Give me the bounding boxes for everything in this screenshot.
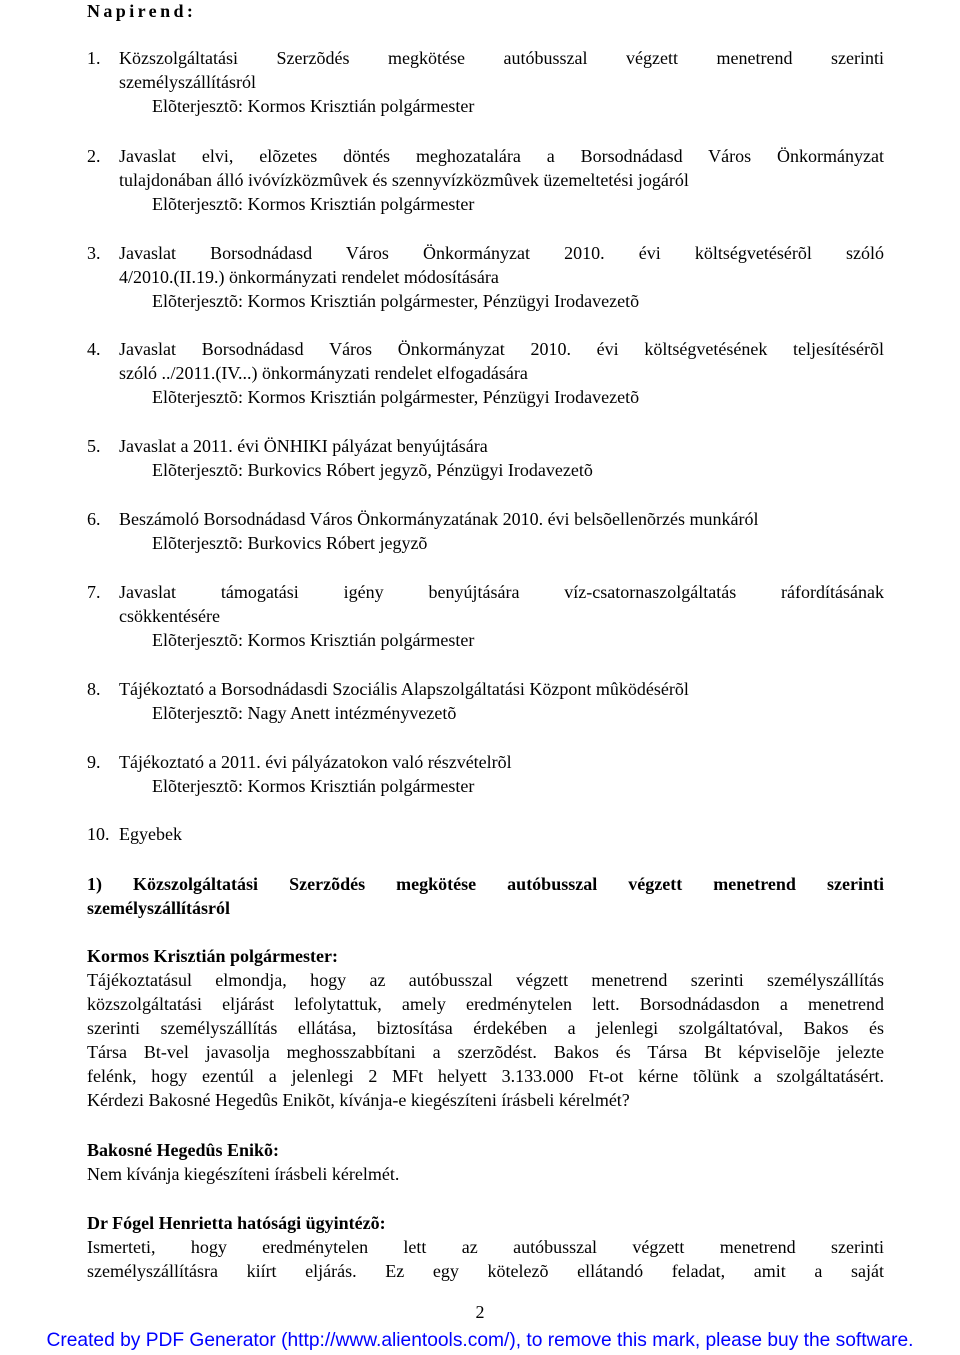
agenda-item-number: 2. — [87, 146, 101, 166]
agenda-item-number: 3. — [87, 243, 101, 263]
agenda-item-number: 5. — [87, 436, 101, 456]
agenda-item-title-cont: csökkentésére — [119, 606, 220, 626]
agenda-item-presenter: Elõterjesztõ: Nagy Anett intézményvezetõ — [152, 703, 457, 723]
section-heading: 1) Közszolgáltatási Szerzõdés megkötése autóbusszal végzett menetrend szerinti — [87, 874, 884, 894]
agenda-item-title-cont: szóló ../2011.(IV...) önkormányzati rendelet elfogadására — [119, 363, 528, 383]
agenda-item-number: 6. — [87, 509, 101, 529]
agenda-item-presenter: Elõterjesztõ: Burkovics Róbert jegyzõ — [152, 533, 428, 553]
agenda-item-number: 9. — [87, 752, 101, 772]
agenda-heading: Napirend: — [87, 1, 197, 21]
agenda-item-presenter: Elõterjesztõ: Kormos Krisztián polgármester — [152, 96, 475, 116]
paragraph-line: személyszállításra kiírt eljárás. Ez egy kötelezõ ellátandó feladat, amit a saját — [87, 1261, 884, 1281]
agenda-item-presenter: Elõterjesztõ: Kormos Krisztián polgármester, Pénzügyi Irodavezetõ — [152, 387, 640, 407]
paragraph-line: Kérdezi Bakosné Hegedûs Enikõt, kívánja-e kiegészíteni írásbeli kérelmét? — [87, 1090, 630, 1110]
paragraph-line: Tájékoztatásul elmondja, hogy az autóbusszal végzett menetrend szerinti személyszállítás — [87, 970, 884, 990]
agenda-item-title: Javaslat a 2011. évi ÖNHIKI pályázat benyújtására — [119, 436, 488, 456]
paragraph-line: közszolgáltatási eljárást lefolytattuk, amely eredménytelen lett. Borsodnádasdon a menetrend — [87, 994, 884, 1014]
paragraph-line: Ismerteti, hogy eredménytelen lett az autóbusszal végzett menetrend szerinti — [87, 1237, 884, 1257]
agenda-item-title: Javaslat elvi, elõzetes döntés meghozatalára a Borsodnádasd Város Önkormányzat — [119, 146, 884, 166]
agenda-item-title: Javaslat támogatási igény benyújtására víz-csatornaszolgáltatás ráfordításának — [119, 582, 884, 602]
agenda-item-presenter: Elõterjesztõ: Kormos Krisztián polgármester — [152, 776, 475, 796]
agenda-item-title-cont: 4/2010.(II.19.) önkormányzati rendelet módosítására — [119, 267, 499, 287]
agenda-item-number: 4. — [87, 339, 101, 359]
agenda-item-number: 1. — [87, 48, 101, 68]
agenda-item-presenter: Elõterjesztõ: Kormos Krisztián polgármester, Pénzügyi Irodavezetõ — [152, 291, 640, 311]
watermark-footer: Created by PDF Generator (http://www.alientools.com/), to remove this mark, please buy the software. — [46, 1330, 914, 1351]
agenda-item-presenter: Elõterjesztõ: Kormos Krisztián polgármester — [152, 630, 475, 650]
speaker-name: Kormos Krisztián polgármester: — [87, 946, 338, 966]
page-number: 2 — [475, 1302, 485, 1322]
agenda-item-title: Javaslat Borsodnádasd Város Önkormányzat 2010. évi költségvetésének teljesítésérõl — [119, 339, 884, 359]
agenda-item-number: 10. — [87, 824, 110, 844]
paragraph-line: Nem kívánja kiegészíteni írásbeli kérelmét. — [87, 1164, 400, 1184]
speaker-name: Dr Fógel Henrietta hatósági ügyintézõ: — [87, 1213, 386, 1233]
agenda-item-number: 7. — [87, 582, 101, 602]
agenda-item-title: Javaslat Borsodnádasd Város Önkormányzat 2010. évi költségvetésérõl szóló — [119, 243, 884, 263]
paragraph-line: Társa Bt-vel javasolja meghosszabbítani a szerzõdést. Bakos és Társa Bt képviselõje jelezte — [87, 1042, 884, 1062]
agenda-item-number: 8. — [87, 679, 101, 699]
agenda-item-title: Beszámoló Borsodnádasd Város Önkormányzatának 2010. évi belsõellenõrzés munkáról — [119, 509, 759, 529]
paragraph-line: felénk, hogy ezentúl a jelenlegi 2 MFt helyett 3.133.000 Ft-ot kérne tõlünk a szolgáltatásért. — [87, 1066, 884, 1086]
agenda-item-title: Tájékoztató a Borsodnádasdi Szociális Alapszolgáltatási Központ mûködésérõl — [119, 679, 689, 699]
agenda-item-title-cont: személyszállításról — [119, 72, 256, 92]
section-heading-cont: személyszállításról — [87, 898, 230, 918]
agenda-item-title-cont: tulajdonában álló ivóvízközmûvek és szennyvízközmûvek üzemeltetési jogáról — [119, 170, 689, 190]
agenda-item-title: Tájékoztató a 2011. évi pályázatokon való részvételrõl — [119, 752, 512, 772]
agenda-item-title: Közszolgáltatási Szerzõdés megkötése autóbusszal végzett menetrend szerinti — [119, 48, 884, 68]
agenda-item-presenter: Elõterjesztõ: Kormos Krisztián polgármester — [152, 194, 475, 214]
speaker-name: Bakosné Hegedûs Enikõ: — [87, 1140, 280, 1160]
paragraph-line: szerinti személyszállítás ellátása, biztosítása érdekében a jelenlegi szolgáltatóval, Bakos és — [87, 1018, 884, 1038]
agenda-item-title: Egyebek — [119, 824, 182, 844]
agenda-item-presenter: Elõterjesztõ: Burkovics Róbert jegyzõ, Pénzügyi Irodavezetõ — [152, 460, 593, 480]
